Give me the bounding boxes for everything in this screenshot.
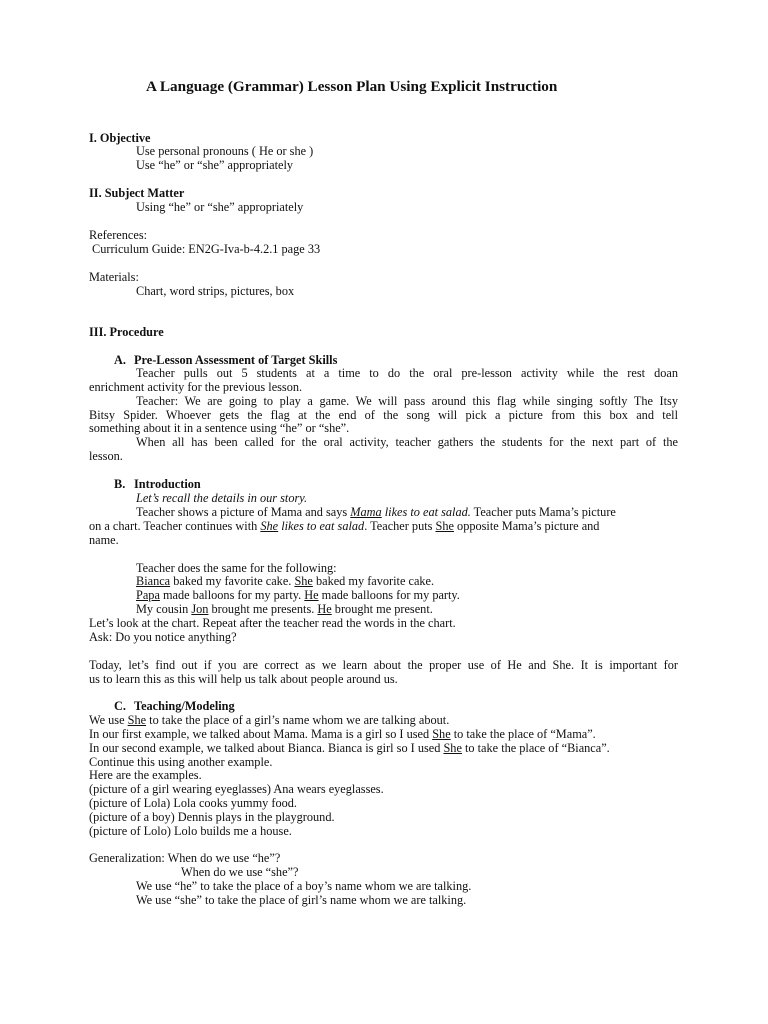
example-line <box>136 574 434 588</box>
materials-value: Chart, word strips, pictures, box <box>136 284 295 298</box>
generalization-line: We use “she” to take the place of girl’s name whom we are talking. <box>136 893 467 907</box>
text-run: We use <box>89 713 128 727</box>
references-value: Curriculum Guide: EN2G-Iva-b-4.2.1 page 33 <box>92 242 321 256</box>
italic-run: likes to eat salad. <box>381 505 471 519</box>
paragraph-line: Let’s look at the chart. Repeat after the teacher read the words in the chart. <box>89 616 456 630</box>
subject-matter-heading: II. Subject Matter <box>89 186 185 200</box>
underlined-word: Mama <box>350 505 382 519</box>
text-run: to take the place of “Bianca”. <box>461 741 610 755</box>
subject-matter-line: Using “he” or “she” appropriately <box>136 200 304 214</box>
references-label: References: <box>89 228 148 242</box>
paragraph-line: Here are the examples. <box>89 768 202 782</box>
text-run: to take the place of “Mama”. <box>450 727 596 741</box>
section-a-title: Pre-Lesson Assessment of Target Skills <box>134 353 338 367</box>
text-run: My cousin <box>136 602 192 616</box>
underlined-word: She <box>260 519 279 533</box>
paragraph-line: (picture of Lolo) Lolo builds me a house. <box>89 824 292 838</box>
section-b-marker: B. <box>114 477 126 491</box>
document-title: A Language (Grammar) Lesson Plan Using Explicit Instruction <box>146 78 558 95</box>
text-run: . Teacher puts <box>364 519 436 533</box>
paragraph-line: Continue this using another example. <box>89 755 273 769</box>
text-run: made balloons for my party. <box>318 588 460 602</box>
paragraph-line: Teacher pulls out 5 students at a time to do the oral pre-lesson activity while the rest doan <box>136 366 678 380</box>
paragraph-line: Ask: Do you notice anything? <box>89 630 237 644</box>
section-b-title: Introduction <box>134 477 201 491</box>
paragraph-line: lesson. <box>89 449 123 463</box>
paragraph-line: Today, let’s find out if you are correct as we learn about the proper use of He and She. It is important for <box>89 658 678 672</box>
paragraph-line: (picture of Lola) Lola cooks yummy food. <box>89 796 297 810</box>
paragraph-line <box>89 727 596 741</box>
text-run: baked my favorite cake. <box>312 574 435 588</box>
text-run: In our second example, we talked about Bianca. Bianca is girl so I used <box>89 741 444 755</box>
paragraph-line: Bitsy Spider. Whoever gets the flag at the end of the song will pick a picture from this box and tell <box>89 408 678 422</box>
text-run: baked my favorite cake. <box>170 574 295 588</box>
paragraph-line: When all has been called for the oral activity, teacher gathers the students for the next part of the <box>136 435 678 449</box>
objective-line: Use personal pronouns ( He or she ) <box>136 144 314 158</box>
text-run: on a chart. Teacher continues with <box>89 519 261 533</box>
objective-heading: I. Objective <box>89 131 151 145</box>
section-a-marker: A. <box>114 353 126 367</box>
section-c-marker: C. <box>114 699 126 713</box>
paragraph-line <box>89 713 449 727</box>
paragraph-line: Teacher: We are going to play a game. We will pass around this flag while singing softly The Itsy <box>136 394 678 408</box>
text-run: Teacher puts Mama’s picture <box>470 505 616 519</box>
procedure-heading: III. Procedure <box>89 325 164 339</box>
paragraph-line: something about it in a sentence using “he” or “she”. <box>89 421 350 435</box>
paragraph-line: us to learn this as this will help us talk about people around us. <box>89 672 398 686</box>
text-run: In our first example, we talked about Mama. Mama is a girl so I used <box>89 727 433 741</box>
text-run: Teacher shows a picture of Mama and says <box>136 505 351 519</box>
italic-run: likes to eat salad <box>278 519 365 533</box>
section-c-title: Teaching/Modeling <box>134 699 235 713</box>
objective-line: Use “he” or “she” appropriately <box>136 158 294 172</box>
section-a-heading <box>114 353 337 367</box>
text-run: brought me presents. <box>208 602 318 616</box>
generalization-line: Generalization: When do we use “he”? <box>89 851 281 865</box>
section-c-heading <box>114 699 235 713</box>
paragraph-line: Teacher does the same for the following: <box>136 561 337 575</box>
underlined-word: She <box>294 574 313 588</box>
underlined-word: Jon <box>191 602 209 616</box>
generalization-line: When do we use “she”? <box>181 865 299 879</box>
paragraph-line: (picture of a girl wearing eyeglasses) Ana wears eyeglasses. <box>89 782 384 796</box>
example-line <box>136 588 460 602</box>
underlined-word: Papa <box>136 588 160 602</box>
example-line <box>136 602 433 616</box>
paragraph-line <box>89 741 610 755</box>
section-b-heading <box>114 477 201 491</box>
underlined-word: She <box>127 713 147 727</box>
underlined-word: He <box>304 588 319 602</box>
paragraph-line <box>89 519 599 533</box>
underlined-word: Bianca <box>136 574 171 588</box>
paragraph-line: enrichment activity for the previous lesson. <box>89 380 303 394</box>
paragraph-line: name. <box>89 533 119 547</box>
materials-label: Materials: <box>89 270 139 284</box>
underlined-word: She <box>443 741 462 755</box>
text-run: opposite Mama’s picture and <box>453 519 600 533</box>
underlined-word: She <box>432 727 451 741</box>
generalization-line: We use “he” to take the place of a boy’s name whom we are talking. <box>136 879 472 893</box>
paragraph-line: (picture of a boy) Dennis plays in the playground. <box>89 810 335 824</box>
text-run: to take the place of a girl’s name whom we are talking about. <box>146 713 450 727</box>
paragraph-line <box>136 505 616 519</box>
underlined-word: She <box>435 519 454 533</box>
text-run: made balloons for my party. <box>159 588 305 602</box>
text-run: brought me present. <box>331 602 433 616</box>
underlined-word: He <box>317 602 332 616</box>
recall-line: Let’s recall the details in our story. <box>136 491 308 505</box>
